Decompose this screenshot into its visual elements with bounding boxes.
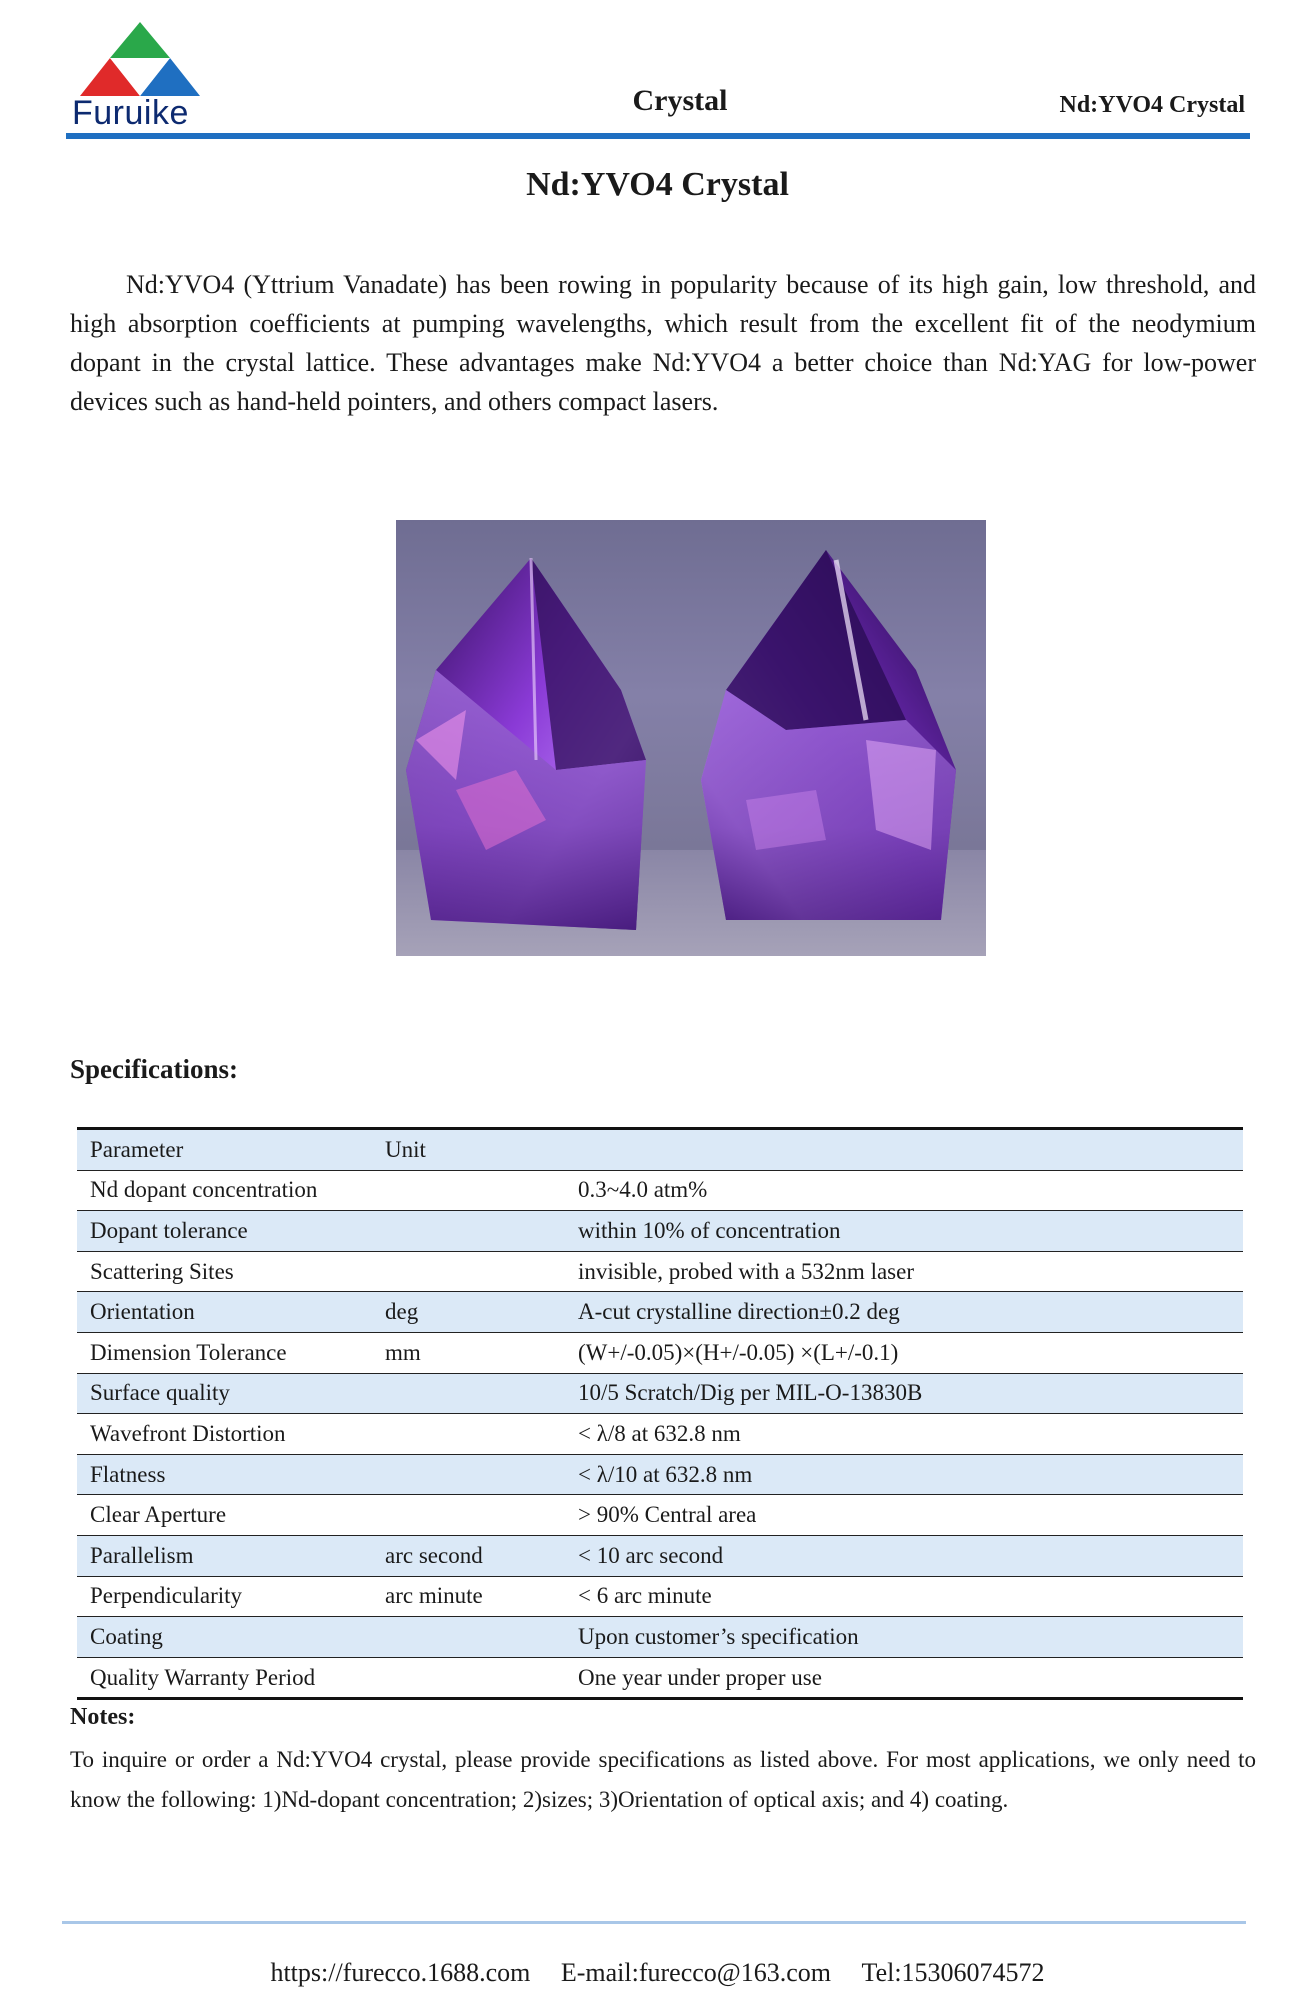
table-cell-unit [372,1251,565,1292]
table-header-row [77,1129,1243,1171]
crystal-photo [396,520,986,956]
table-cell-value: Upon customer’s specification [565,1617,1243,1658]
table-cell-value: 10/5 Scratch/Dig per MIL-O-13830B [565,1373,1243,1414]
table-cell-parameter: Surface quality [77,1373,372,1414]
table-cell-unit: mm [372,1332,565,1373]
specifications-heading: Specifications: [70,1054,238,1084]
footer-email[interactable]: E-mail:furecco@163.com [560,1958,831,1987]
table-cell-parameter: Parallelism [77,1535,372,1576]
table-cell-parameter: Flatness [77,1454,372,1495]
footer-telephone: Tel:15306074572 [861,1958,1045,1987]
table-cell-parameter: Nd dopant concentration [77,1170,372,1211]
footer-contact [0,1958,1315,1988]
table-row [77,1251,1243,1292]
footer-rule [62,1921,1246,1924]
table-cell-unit: Unit [372,1129,565,1171]
table-cell-unit [372,1373,565,1414]
table-cell-unit: arc second [372,1535,565,1576]
table-cell-value: (W+/-0.05)×(H+/-0.05) ×(L+/-0.1) [565,1332,1243,1373]
logo-triangle-icon [70,20,210,98]
header-rule [66,133,1250,139]
document-title: Nd:YVO4 Crystal [526,166,789,203]
furuike-logo [70,20,210,132]
intro-paragraph: Nd:YVO4 (Yttrium Vanadate) has been rowing in popularity because of its high gain, low threshold, and high absorption coefficients at pumping wavelengths, which result from the excellent fit of the neodymium dopant in the crystal lattice. These advantages make Nd:YVO4 a better choice than Nd:YAG for low-power devices such as hand-held pointers, and others compact lasers. [70,270,1256,416]
table-cell-value: within 10% of concentration [565,1211,1243,1252]
table-cell-value: A-cut crystalline direction±0.2 deg [565,1292,1243,1333]
table-cell-parameter: Quality Warranty Period [77,1657,372,1699]
footer-website-link[interactable]: https://furecco.1688.com [270,1958,531,1987]
table-cell-parameter: Wavefront Distortion [77,1414,372,1455]
table-row [77,1414,1243,1455]
table-cell-parameter: Scattering Sites [77,1251,372,1292]
table-row [77,1332,1243,1373]
table-row [77,1373,1243,1414]
table-cell-unit [372,1454,565,1495]
header-section-title: Crystal [632,84,728,117]
table-row [77,1576,1243,1617]
table-row [77,1170,1243,1211]
header-product-name: Nd:YVO4 Crystal [1059,92,1245,118]
crystal-illustration [396,520,986,956]
table-cell-parameter: Orientation [77,1292,372,1333]
table-cell-parameter: Perpendicularity [77,1576,372,1617]
table-cell-parameter: Dopant tolerance [77,1211,372,1252]
notes-heading: Notes: [70,1704,136,1730]
table-cell-unit: arc minute [372,1576,565,1617]
table-cell-value: < λ/10 at 632.8 nm [565,1454,1243,1495]
table-row [77,1211,1243,1252]
table-cell-unit [372,1617,565,1658]
table-cell-value: < λ/8 at 632.8 nm [565,1414,1243,1455]
table-cell-parameter: Dimension Tolerance [77,1332,372,1373]
logo-text: Furuike [72,94,189,132]
table-row [77,1454,1243,1495]
table-cell-value: invisible, probed with a 532nm laser [565,1251,1243,1292]
table-row [77,1535,1243,1576]
table-row [77,1617,1243,1658]
table-cell-unit [372,1495,565,1536]
specifications-table [77,1127,1243,1700]
table-cell-value: > 90% Central area [565,1495,1243,1536]
table-cell-value: < 10 arc second [565,1535,1243,1576]
table-row [77,1657,1243,1699]
table-cell-parameter: Coating [77,1617,372,1658]
table-cell-parameter: Clear Aperture [77,1495,372,1536]
table-cell-unit [372,1657,565,1699]
table-row [77,1495,1243,1536]
table-cell-value: < 6 arc minute [565,1576,1243,1617]
table-cell-unit: deg [372,1292,565,1333]
table-cell-value [565,1129,1243,1171]
table-cell-value: One year under proper use [565,1657,1243,1699]
table-row [77,1292,1243,1333]
table-cell-unit [372,1414,565,1455]
table-cell-unit [372,1170,565,1211]
table-cell-parameter: Parameter [77,1129,372,1171]
table-cell-value: 0.3~4.0 atm% [565,1170,1243,1211]
notes-paragraph: To inquire or order a Nd:YVO4 crystal, please provide specifications as listed above. For most applications, we only need to know the following: 1)Nd-dopant concentration; 2)sizes; 3)Orientation of optical axis; and 4) coating. [70,1747,1256,1812]
table-cell-unit [372,1211,565,1252]
